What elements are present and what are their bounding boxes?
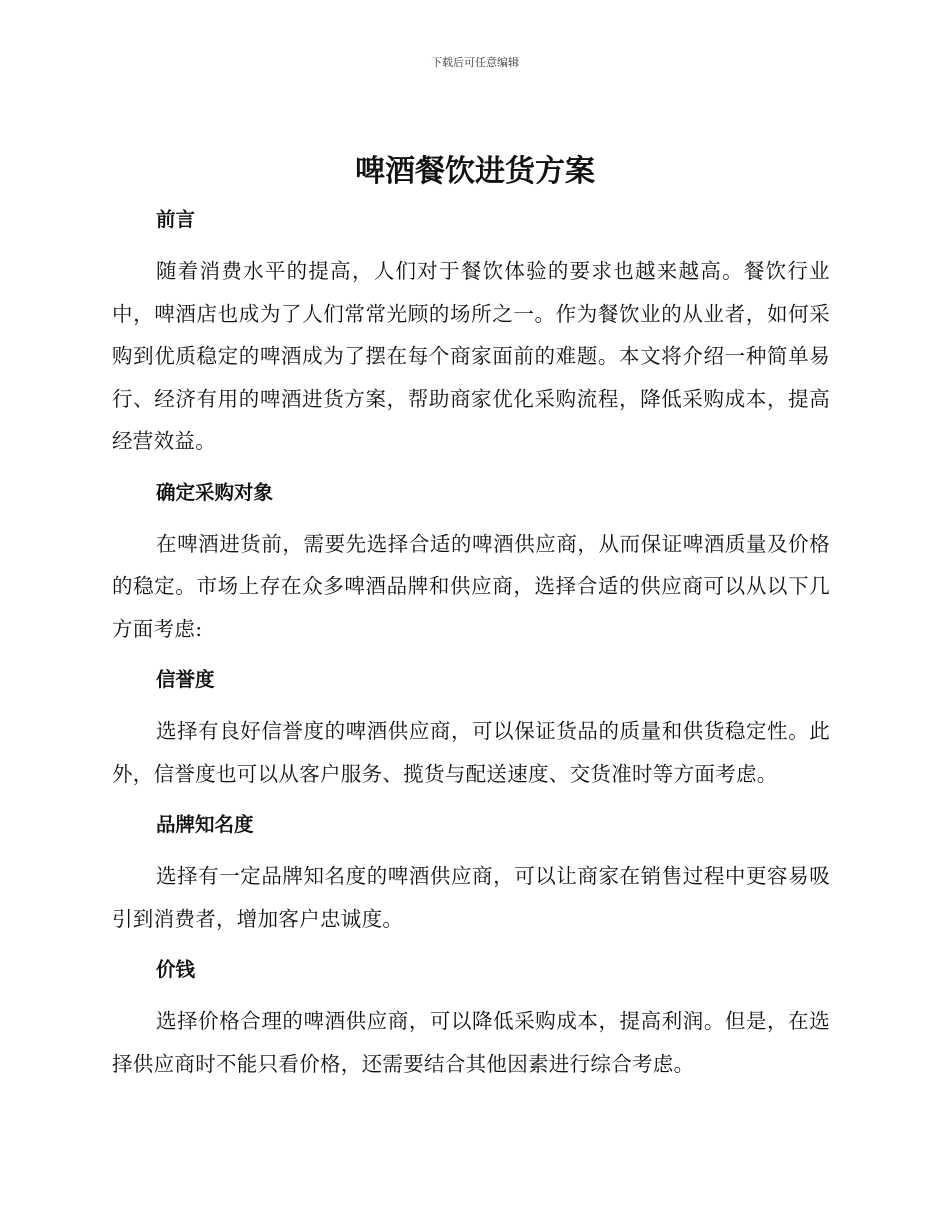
page-header-note: 下载后可任意编辑 xyxy=(431,56,519,69)
document-body xyxy=(112,200,830,1085)
section-heading-price: 价钱 xyxy=(156,958,196,981)
document-title: 啤酒餐饮进货方案 xyxy=(355,154,595,189)
section-paragraph-preface: 随着消费水平的提高，人们对于餐饮体验的要求也越来越高。餐饮行业中，啤酒店也成为了人们常常光顾的场所之一。作为餐饮业的从业者，如何采购到优质稳定的啤酒成为了摆在每个商家面前的难题。本文将介绍一种简单易行、经济有用的啤酒进货方案，帮助商家优化采购流程，降低采购成本，提高经营效益。 xyxy=(112,259,830,453)
section-heading-procurement-target: 确定采购对象 xyxy=(156,480,274,504)
section-paragraph-brand-awareness: 选择有一定品牌知名度的啤酒供应商，可以让商家在销售过程中更容易吸引到消费者，增加客户忠诚度。 xyxy=(112,864,830,931)
section-heading-preface: 前言 xyxy=(156,208,196,231)
section-paragraph-price: 选择价格合理的啤酒供应商，可以降低采购成本，提高利润。但是，在选择供应商时不能只看价格，还需要结合其他因素进行综合考虑。 xyxy=(112,1009,830,1076)
section-paragraph-credibility: 选择有良好信誉度的啤酒供应商，可以保证货品的质量和供货稳定性。此外，信誉度也可以从客户服务、揽货与配送速度、交货准时等方面考虑。 xyxy=(112,719,830,786)
section-heading-brand-awareness: 品牌知名度 xyxy=(156,813,254,836)
section-heading-credibility: 信誉度 xyxy=(156,668,215,691)
section-paragraph-procurement-target: 在啤酒进货前，需要先选择合适的啤酒供应商，从而保证啤酒质量及价格的稳定。市场上存在众多啤酒品牌和供应商，选择合适的供应商可以从以下几方面考虑: xyxy=(112,531,830,641)
